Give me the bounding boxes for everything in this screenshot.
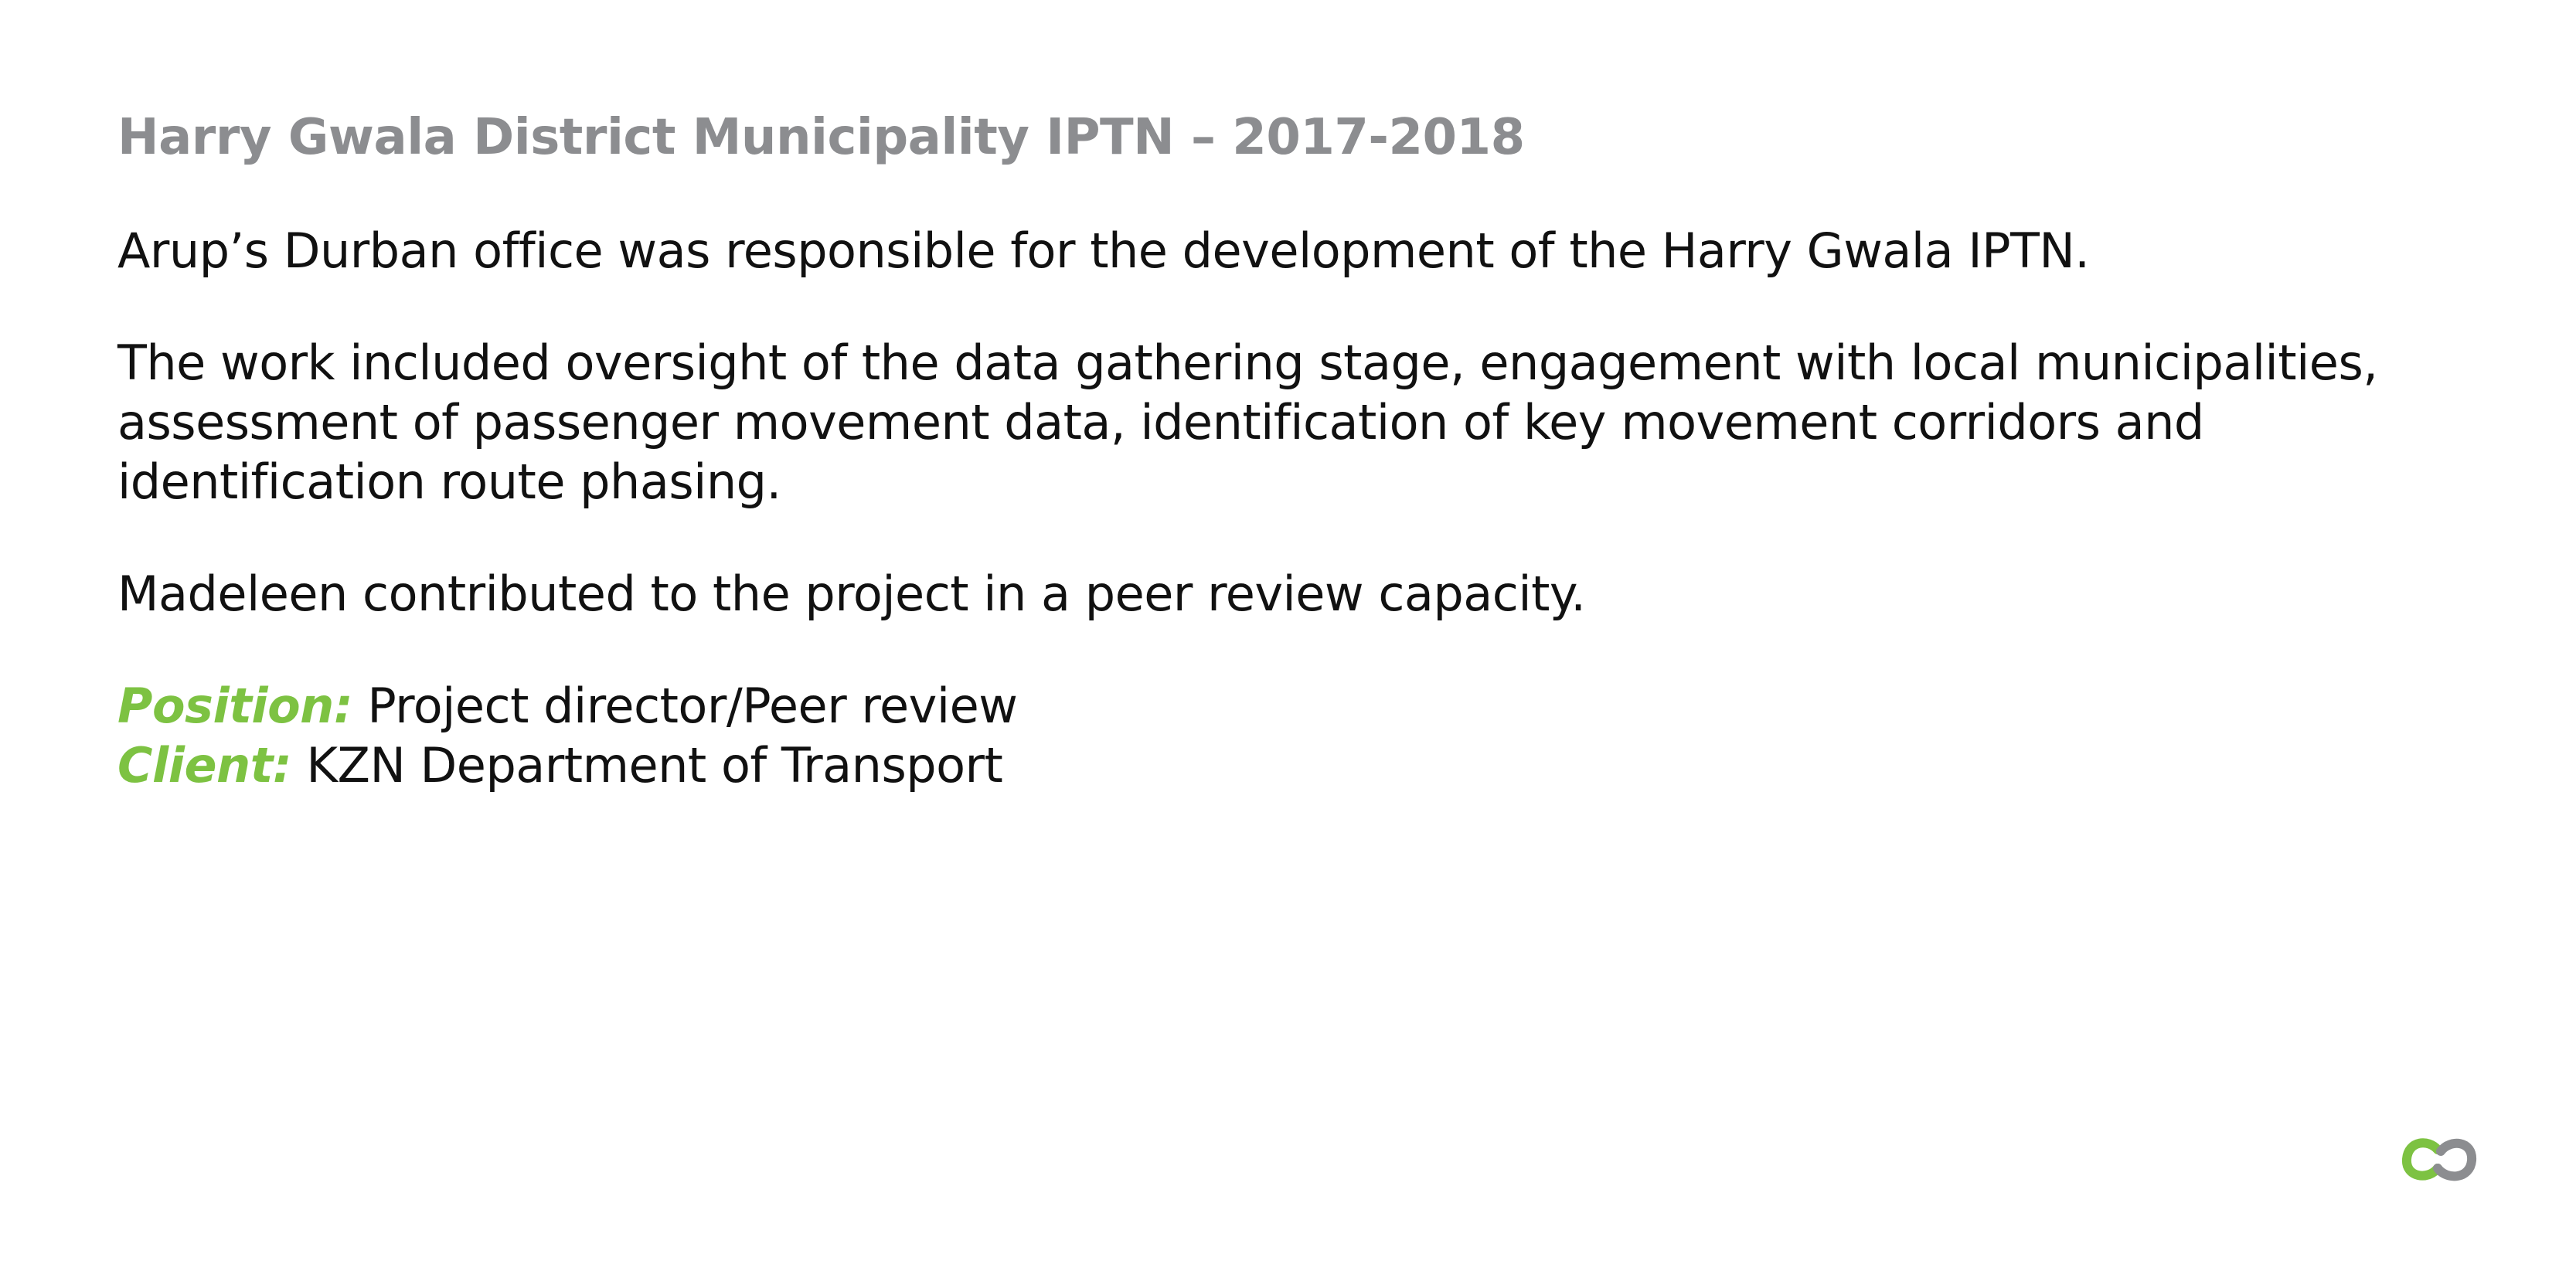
infinity-loop-logo-icon	[2397, 1133, 2490, 1187]
paragraph-work-scope: The work included oversight of the data gathering stage, engagement with local municipalities, assessment of passenger movement data, identification of key movement corridors and identification route phasing.	[117, 335, 2378, 510]
page-title: Harry Gwala District Municipality IPTN – 2017-2018	[117, 109, 1525, 166]
position-label: Position:	[117, 678, 353, 734]
slide-content	[117, 107, 2436, 795]
client-line	[117, 736, 2436, 795]
paragraph-responsibility: Arup’s Durban office was responsible for the development of the Harry Gwala IPTN.	[117, 223, 2090, 279]
position-line	[117, 676, 2436, 736]
client-label: Client:	[117, 737, 292, 794]
paragraph-contribution: Madeleen contributed to the project in a peer review capacity.	[117, 566, 1586, 622]
client-value: KZN Department of Transport	[306, 737, 1003, 794]
position-value: Project director/Peer review	[367, 678, 1018, 734]
project-details	[117, 676, 2436, 795]
